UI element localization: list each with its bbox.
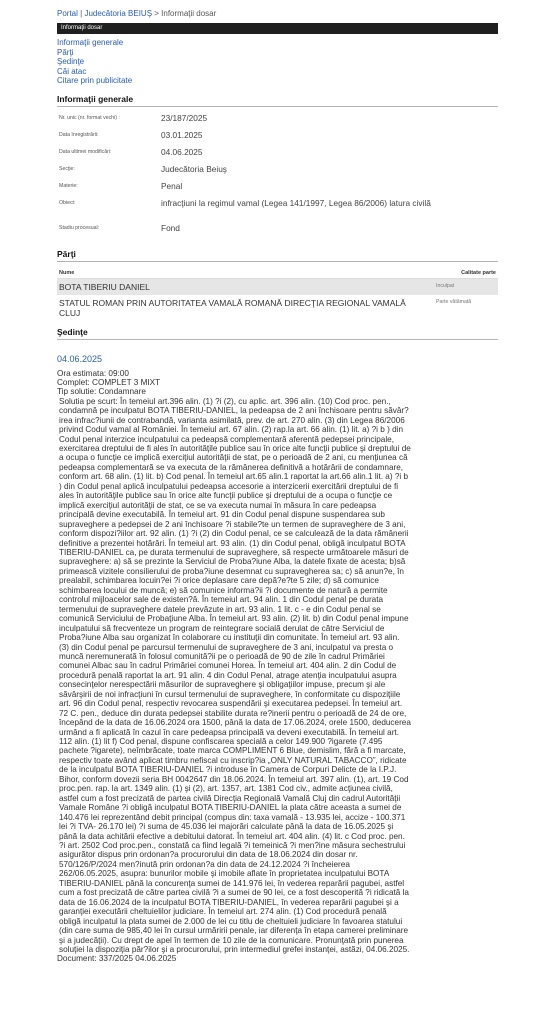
info-label: Obiect: (59, 199, 76, 206)
section-header-title: Informaţii dosar (61, 25, 103, 31)
hearing-time: Ora estimata: 09:00 (57, 368, 129, 378)
parties-table-header (57, 270, 498, 279)
general-info-title: Informaţii generale (57, 94, 498, 107)
section-header-bar (57, 23, 498, 34)
hearing-details (57, 369, 498, 964)
nav-link-informatii-generale[interactable]: Informaţii generale (57, 38, 124, 47)
info-row-section (57, 164, 498, 181)
info-row-last-modified (57, 147, 498, 164)
info-value: 23/187/2025 (161, 112, 208, 123)
party-role: Inculpat (436, 282, 455, 289)
info-value: Judecătoria Beiuş (161, 163, 227, 174)
info-row-object (57, 198, 498, 223)
breadcrumb-separator: > (152, 9, 162, 18)
info-row-matter (57, 181, 498, 198)
info-row-stage (57, 223, 498, 239)
info-row-case-number (57, 113, 498, 130)
nav-link-parti[interactable]: Părţi (57, 47, 74, 57)
breadcrumb-court-link[interactable]: Judecătoria BEIUŞ (84, 9, 153, 18)
party-role: Parte vătămată (436, 298, 472, 305)
hearings-title: Şedinţe (57, 327, 498, 340)
info-value: Fond (161, 222, 180, 233)
hearing-solution-text: Solutia pe scurt: În temeiul art.396 alin. (1) ?i (2), cu aplic. art. 396 alin. (10) Cod proc. pen., condamnă pe inculpatul BOTA TIBERIU-DANIEL, la pedeapsa de 2 ani închisoare pentru săvâr? irea infrac?iunii de contrabandă, varianta asimilată, prev. de art. 270 alin. (3) din Legea 86/2006 privind Codul vamal al României. În temeiul art. 67 alin. (2) rap.la art. 66 alin. (1) lit. a) ?i b ) din Codul penal interzice inculpatului ca pedeapsă complementară aferentă pedepsei principale, exercitarea dreptului de fi ales în autorităţile publice sau în orice alte funcţii publice şi dreptului de a ocupa o funcţie ce implică exerciţiul autorităţii de stat, pe o perioadă de 2 ani, cu menţiunea că pedeapsa complementară se va executa de la rămânerea definitivă a hotărârii de condamnare, conform art. 68 alin. (1) lit. b) Cod penal. În temeiul art.65 alin.1 raportat la art.66 alin.1 lit. a) ?i b ) din Codul penal aplică inculpatului pedeapsa accesorie a interzicerii exercitării dreptului de fi ales în autorităţile publice sau în orice alte funcţii publice şi dreptului de a ocupa o funcţie ce implică exerciţiul autorităţii de stat, ce se va executa numai în măsura în care pedeapsa principală devine executabilă. În temeiul art. 91 din Codul penal dispune suspendarea sub supraveghere a pedepsei de 2 ani închisoare ?i stabile?te un termen de supraveghere de 3 ani, conform dispozi?iilor art. 92 alin. (1) ?i (2) din Codul penal, ce se calculează de la data rămânerii definitive a prezentei hotărâri. În temeiul art. 93 alin. (1) din Codul penal, obligă inculpatul BOTA TIBERIU-DANIEL ca, pe durata termenului de supraveghere, să respecte următoarele măsuri de supraveghere: a) să se prezinte la Serviciul de Proba?iune Alba, la datele fixate de acesta; b)să primească vizitele consilierului de proba?iune desemnat cu supravegherea sa; c) să anun?e, în prealabil, schimbarea locuin?ei ?i orice deplasare care depă?e?te 5 zile; d) să comunice schimbarea locului de muncă; e) să comunice informa?ii ?i documente de natură a permite controlul mijloacelor sale de existen?ă. În temeiul art. 94 alin. 1 din Codul penal pe durata termenului de supraveghere datele prevăzute in art. 93 alin. 1 lit. c - e din Codul penal se comunică Serviciului de Probaţiune Alba. În temeiul art. 93 alin. (2) lit. b) din Codul penal impune inculpatului să frecventeze un program de reintegrare socială derulat de către Serviciul de Proba?iune Alba sau organizat în colaborare cu instituţii din comunitate. În temeiul art. 93 alin. (3) din Codul penal pe parcursul termenului de supraveghere de 3 ani, inculpatul va presta o muncă neremunerată în folosul comunită?ii pe o perioadă de 90 de zile în cadrul Primăriei comunei Albac sau în cadrul Primăriei comunei Horea. În temeiul art. 404 alin. 2 din Codul de procedură penală raportat la art. 91 alin. 4 din Codul Penal, atrage atenţia inculpatului asupra consecinţelor nerespectării măsurilor de supraveghere şi obligaţiilor impuse, precum şi ale săvârşirii de noi infracţiuni în cursul termenului de supraveghere, în conformitate cu dispoziţiile art. 96 din Codul penal, respectiv revocarea suspendării şi executarea pedepsei. În temeiul art. 72 C. pen., deduce din durata pedepsei stabilite durata re?inerii pentru o perioadă de 24 de ore, începând de la data de 16.06.2024 ora 1500, până la data de 17.06.2024, orele 1500, deducerea urmând a fi aplicată în cazul în care pedeapsa principală va deveni executabilă. În temeiul art. 112 alin. (1) lit f) Cod penal, dispune confiscarea specială a celor 149.900 ?igarete (7.495 pachete ?igarete), neîmbrăcate, toate marca COMPLIMENT 6 Blue, demislim, fără a fi marcate, respectiv toate având aplicat timbru nefiscal cu inscrip?ia „ONLY NATURAL TABACCO”, ridicate de la inculpatul BOTA TIBERIU-DANIEL ?i introduse în Camera de Corpuri Delicte de la I.P.J. Bihor, conform dovezii seria BH 0042647 din 18.06.2024. În temeiul art. 397 alin. (1), art. 19 Cod proc.pen. rap. la art. 1349 alin. (1) şi (2), art. 1357, art. 1381 Cod civ., admite acţiunea civilă, astfel cum a fost precizată de partea civilă Direcţia Regională Vamală Cluj din cadrul Autorităţii Vamale Române ?i obligă inculpatul BOTA TIBERIU-DANIEL la plata către aceasta a sumei de 140.476 lei reprezentând debit principal (compus din: taxa vamală - 13.935 lei, accize - 100.371 lei ?i TVA- 26.170 lei) ?i suma de 45.036 lei majorări calculate până la data de 16.05.2025 şi până la data achitării efective a debitului datorat. În temeiul art. 404 alin. (4) lit. c Cod proc. pen. ?i art. 2502 Cod proc.pen., constată ca fiind legală ?i temeinică ?i men?ine măsura sechestrului asigurător dispus prin ordonan?a procurorului din data de 18.06.2024 din dosar nr. 570/126/P/2024 men?inută prin ordonan?a din data de 24.12.2024 ?i încheierea 262/06.05.2025, asupra: bunurilor mobile şi imobile aflate în proprietatea inculpatului BOTA TIBERIU-DANIEL până la concurenţa sumei de 141.976 lei, în vederea reparării pagubei, astfel cum a fost precizată de către partea civilă ?i a sumei de 90 lei, ce a fost descoperită ?i ridicată la data de 16.06.2024 de la inculpatul BOTA TIBERIU-DANIEL, în vederea reparării pagubei şi a garanţiei executării cheltuielilor judiciare. În temeiul art. 274 alin. (1) Cod procedură penală obligă inculpatul la plata sumei de 2.000 de lei cu titlu de cheltuieli judiciare în favoarea statului (din care suma de 985,40 lei în cursul urmăririi penale, iar diferenţa în etapa camerei preliminare şi a judecăţii). Cu drept de apel în termen de 10 zile de la comunicare. Pronunţată prin punerea soluţiei la dispoziţia păr?ilor şi a procurorului, prin intermediul grefei instanţei, astăzi, 04.06.2025. (59, 396, 411, 954)
general-info-table (57, 113, 498, 239)
info-label: Data ultimei modificări: (59, 148, 112, 155)
info-value: infracţiuni la regimul vamal (Legea 141/1997, Legea 86/2006) latura civilă (161, 197, 431, 208)
info-value: 03.01.2025 (161, 129, 203, 140)
info-value: 04.06.2025 (161, 146, 203, 157)
info-row-registration-date (57, 130, 498, 147)
parties-title: Părţi (57, 249, 498, 262)
nav-link-citare-publicitate[interactable]: Citare prin publicitate (57, 76, 133, 85)
party-row (57, 295, 498, 321)
info-label: Data înregistrării: (59, 131, 99, 138)
nav-link-sedinte[interactable]: Şedinţe (57, 57, 85, 66)
parties-col-name: Nume (59, 269, 75, 276)
info-label: Materie: (59, 182, 78, 189)
hearing-document: Document: 337/2025 04.06.2025 (57, 954, 177, 964)
hearing-solution-type: Tip solutie: Condamnare (57, 387, 146, 397)
page-nav (57, 38, 498, 86)
parties-col-role: Calitate parte (461, 269, 496, 276)
info-label: Stadiu procesual: (59, 224, 100, 231)
breadcrumb (57, 0, 498, 18)
hearing-date: 04.06.2025 (57, 353, 103, 364)
breadcrumb-separator: | (77, 9, 85, 18)
nav-link-cai-atac[interactable]: Căi atac (57, 66, 87, 76)
party-name: STATUL ROMAN PRIN AUTORITATEA VAMALĂ ROMANĂ DIRECŢIA REGIONAL VAMALĂ CLUJ (59, 297, 406, 318)
party-row (57, 279, 498, 295)
hearing-panel: Complet: COMPLET 3 MIXT (57, 377, 161, 387)
breadcrumb-current: Informaţii dosar (161, 9, 217, 18)
info-value: Penal (161, 180, 183, 191)
breadcrumb-portal-link[interactable]: Portal (57, 9, 78, 18)
party-name: BOTA TIBERIU DANIEL (59, 281, 150, 292)
info-label: Nr. unic (nr. format vechi) : (59, 114, 120, 121)
info-label: Secţie: (59, 165, 75, 172)
